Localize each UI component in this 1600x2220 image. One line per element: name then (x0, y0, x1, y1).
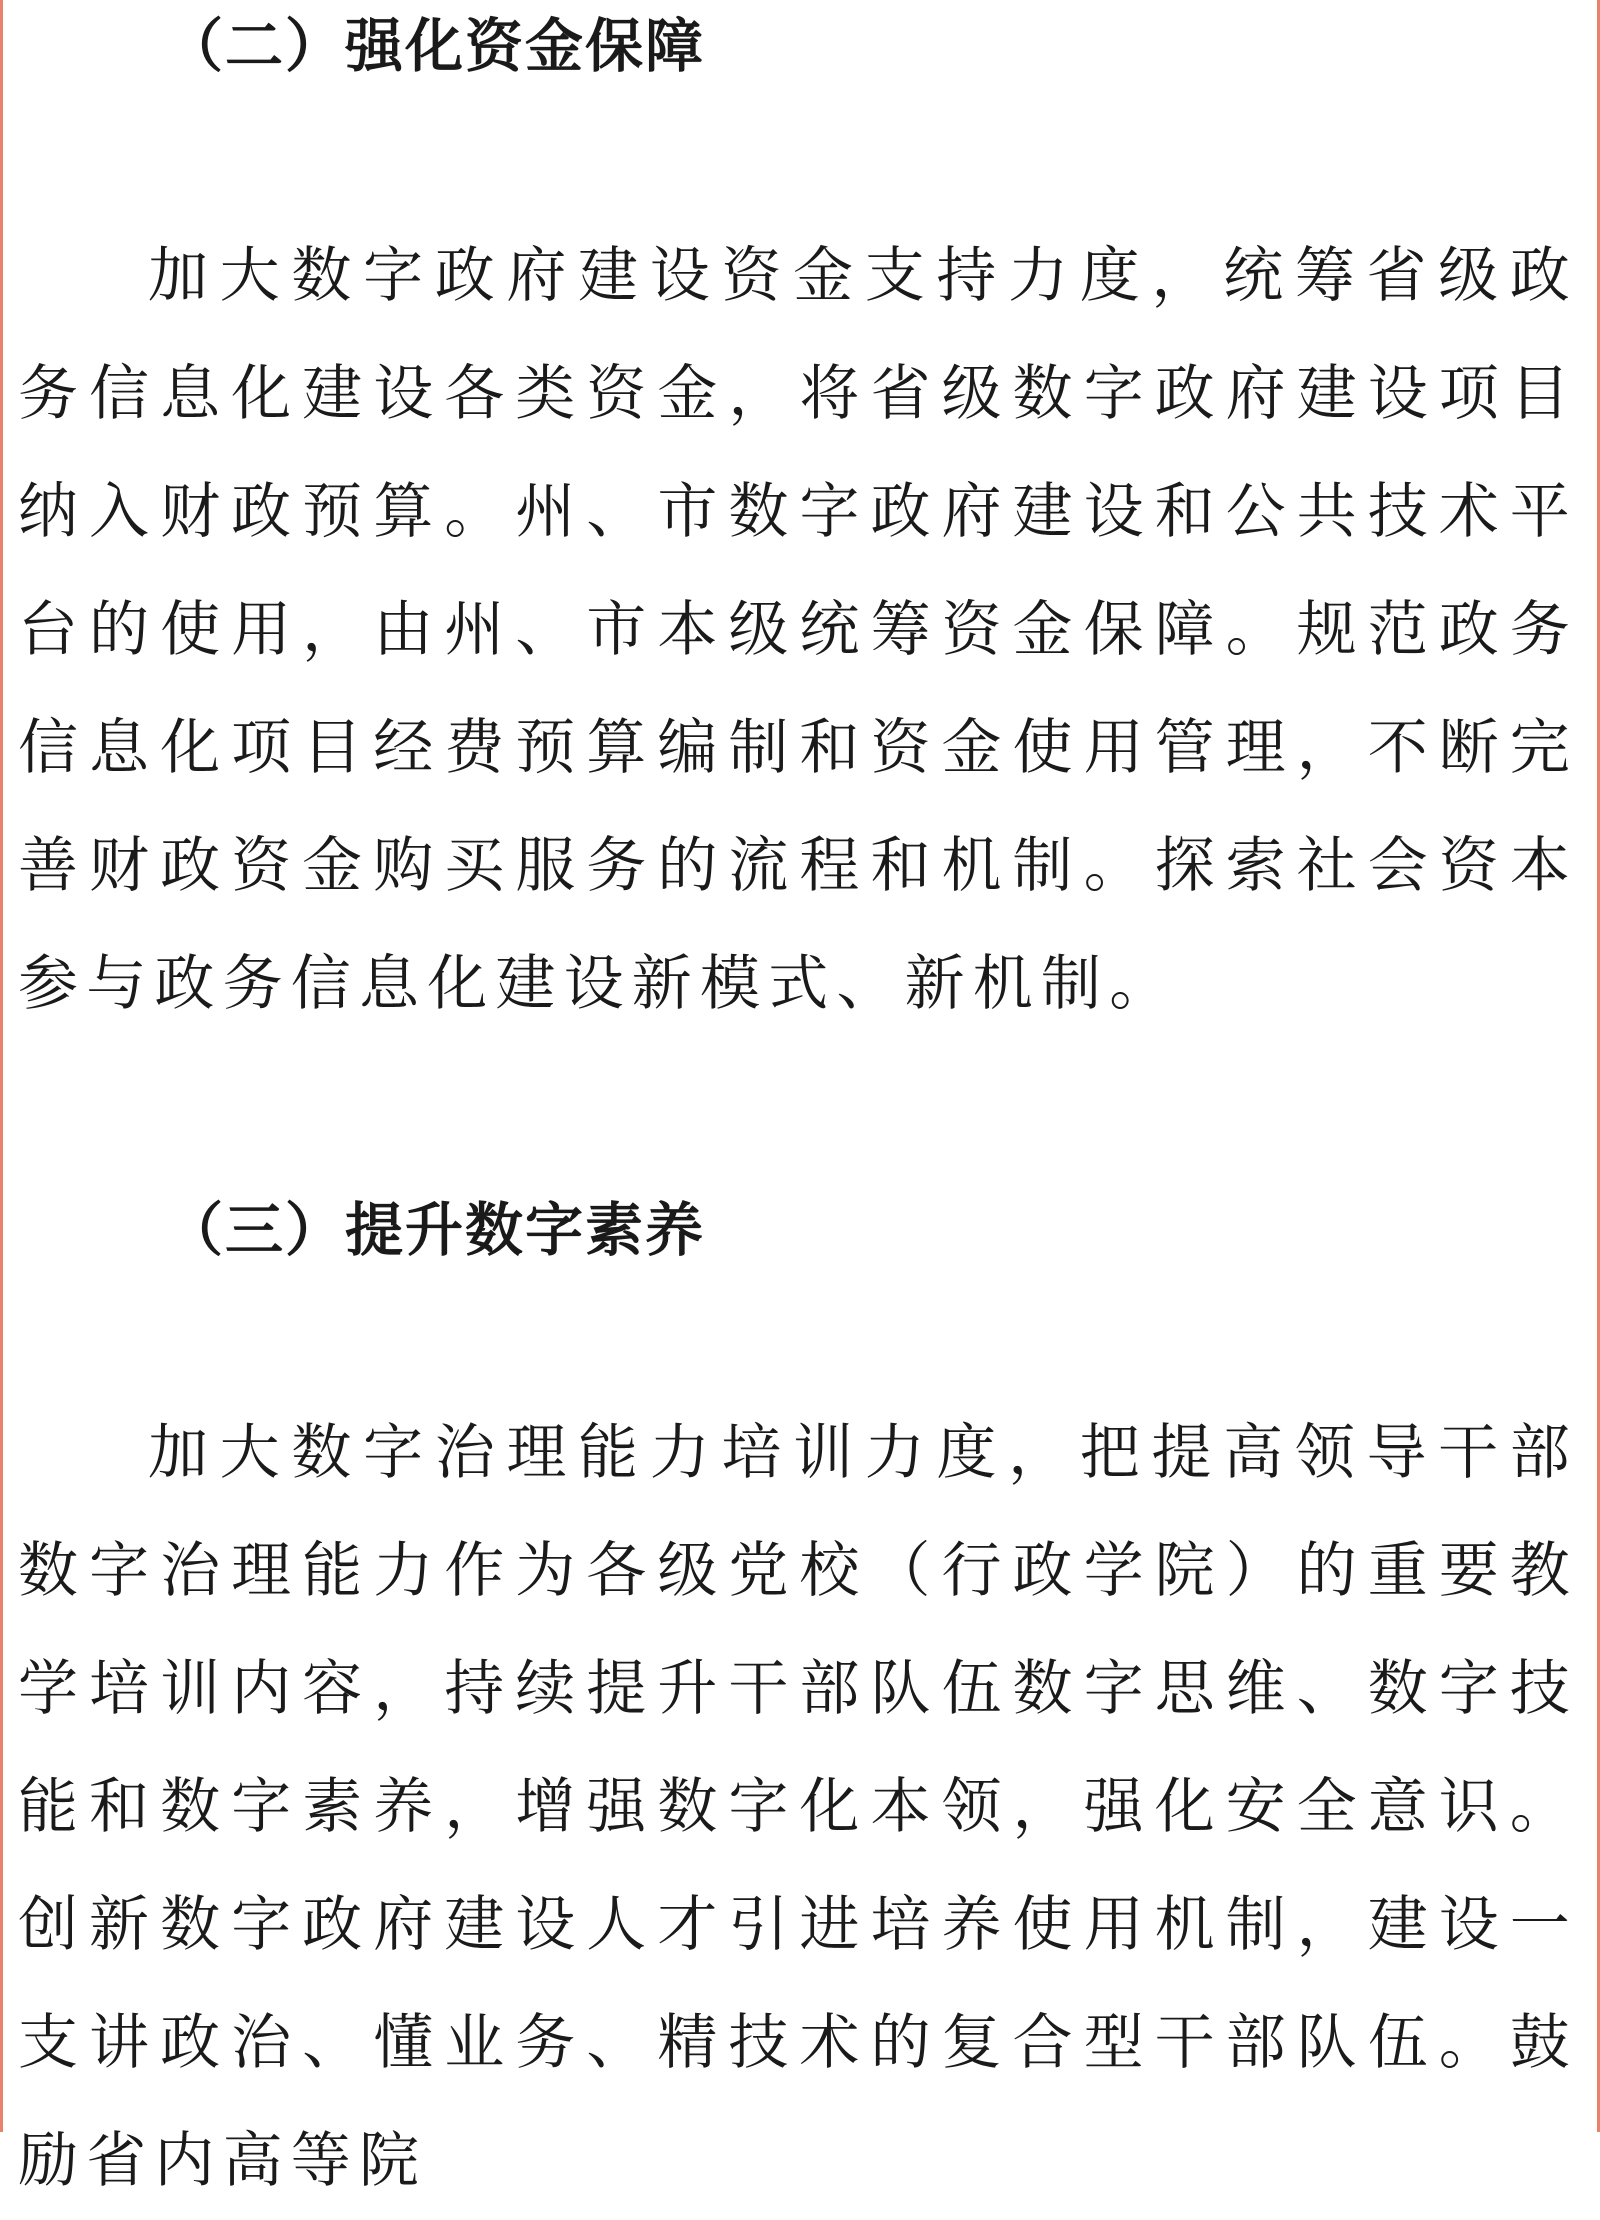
section-paragraph-digital-literacy: 加大数字治理能力培训力度，把提高领导干部数字治理能力作为各级党校（行政学院）的重要教学培训内容，持续提升干部队伍数字思维、数字技能和数字素养，增强数字化本领，强化安全意识。创新数字政府建设人才引进培养使用机制，建设一支讲政治、懂业务、精技术的复合型干部队伍。鼓励省内高等院 (18, 1418, 1578, 2196)
section-heading-digital-literacy: （三）提升数字素养 (165, 1196, 706, 1264)
section-heading-funding: （二）强化资金保障 (165, 12, 706, 80)
section-paragraph-funding: 加大数字政府建设资金支持力度，统筹省级政务信息化建设各类资金，将省级数字政府建设项目纳入财政预算。州、市数字政府建设和公共技术平台的使用，由州、市本级统筹资金保障。规范政务信息化项目经费预算编制和资金使用管理，不断完善财政资金购买服务的流程和机制。探索社会资本参与政务信息化建设新模式、新机制。 (18, 241, 1578, 1019)
